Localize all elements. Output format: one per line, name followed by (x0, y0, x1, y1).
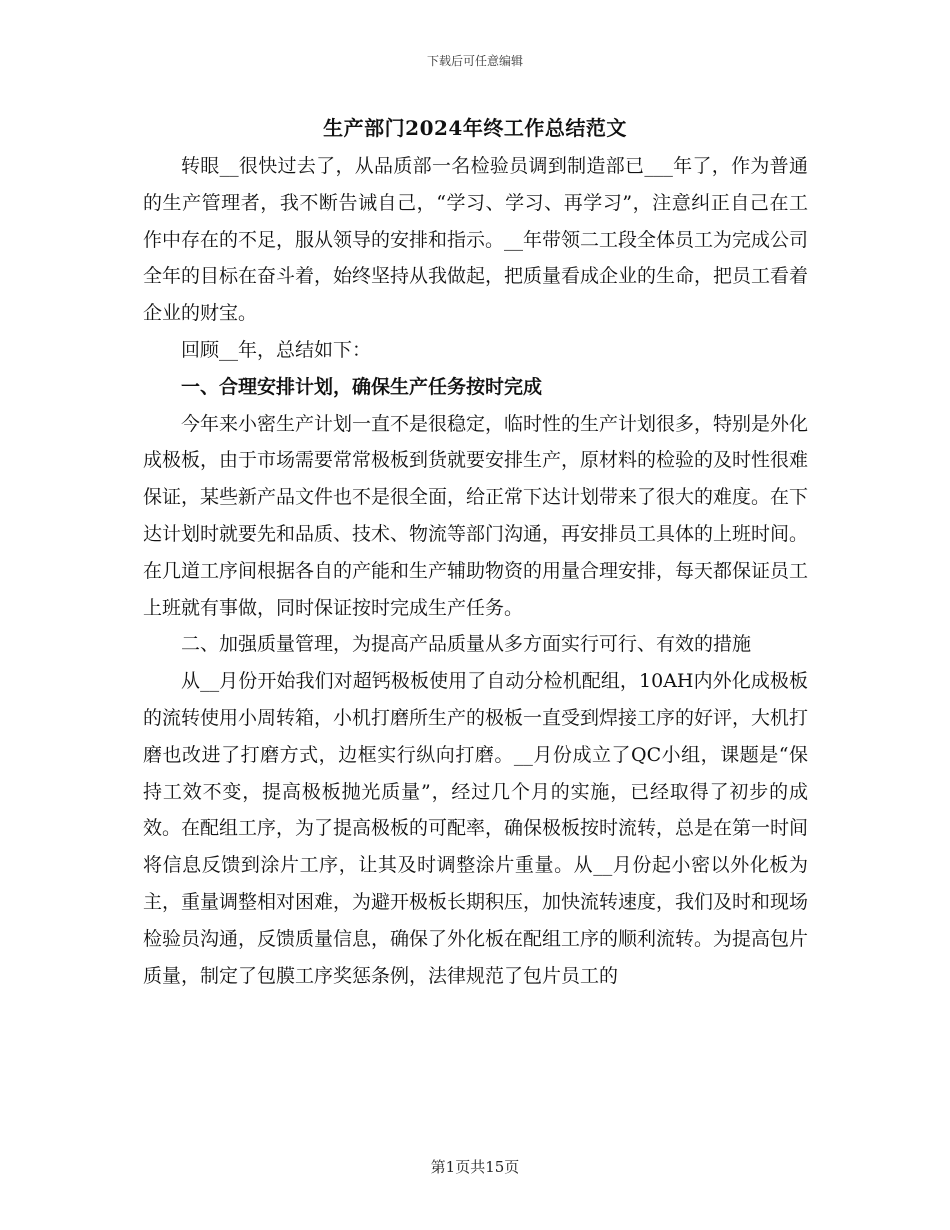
intro-paragraph: 转眼__很快过去了，从品质部一名检验员调到制造部已___年了，作为普通的生产管理者，我不断告诫自己，“学习、学习、再学习”，注意纠正自己在工作中存在的不足，服从领导的安排和指示。__年带领二工段全体员工为完成公司全年的目标在奋斗着，始终坚持从我做起，把质量看成企业的生命，把员工看着企业的财宝。 (143, 155, 809, 325)
section-2-body: 从__月份开始我们对超钙极板使用了自动分检机配组，10AH内外化成极板的流转使用小周转箱，小机打磨所生产的极板一直受到焊接工序的好评，大机打磨也改进了打磨方式，边框实行纵向打磨。__月份成立了QC小组，课题是“保持工效不变，提高极板抛光质量”，经过几个月的实施，已经取得了初步的成效。在配组工序，为了提高极板的可配率，确保极板按时流转，总是在第一时间将信息反馈到涂片工序，让其及时调整涂片重量。从__月份起小密以外化板为主，重量调整相对困难，为避开极板长期积压，加快流转速度，我们及时和现场检验员沟通，反馈质量信息，确保了外化板在配组工序的顺利流转。为提高包片质量，制定了包膜工序奖惩条例，法律规范了包片员工的 (143, 670, 809, 987)
document-body (143, 148, 808, 994)
page-header-note: 下载后可任意编辑 (426, 54, 523, 68)
section-2-heading: 二、加强质量管理，为提高产品质量从多方面实行可行、有效的措施 (181, 633, 752, 656)
review-paragraph: 回顾__年，总结如下： (181, 338, 372, 361)
section-1-heading: 一、合理安排计划，确保生产任务按时完成 (181, 375, 543, 398)
document-title: 生产部门2024年终工作总结范文 (323, 116, 627, 140)
section-1-body: 今年来小密生产计划一直不是很稳定，临时性的生产计划很多，特别是外化成极板，由于市场需要常常极板到货就要安排生产，原材料的检验的及时性很难保证，某些新产品文件也不是很全面，给正常下达计划带来了很大的难度。在下达计划时就要先和品质、技术、物流等部门沟通，再安排员工具体的上班时间。在几道工序间根据各自的产能和生产辅助物资的用量合理安排，每天都保证员工上班就有事做，同时保证按时完成生产任务。 (143, 412, 809, 619)
page-number: 第1页共15页 (430, 1158, 520, 1176)
